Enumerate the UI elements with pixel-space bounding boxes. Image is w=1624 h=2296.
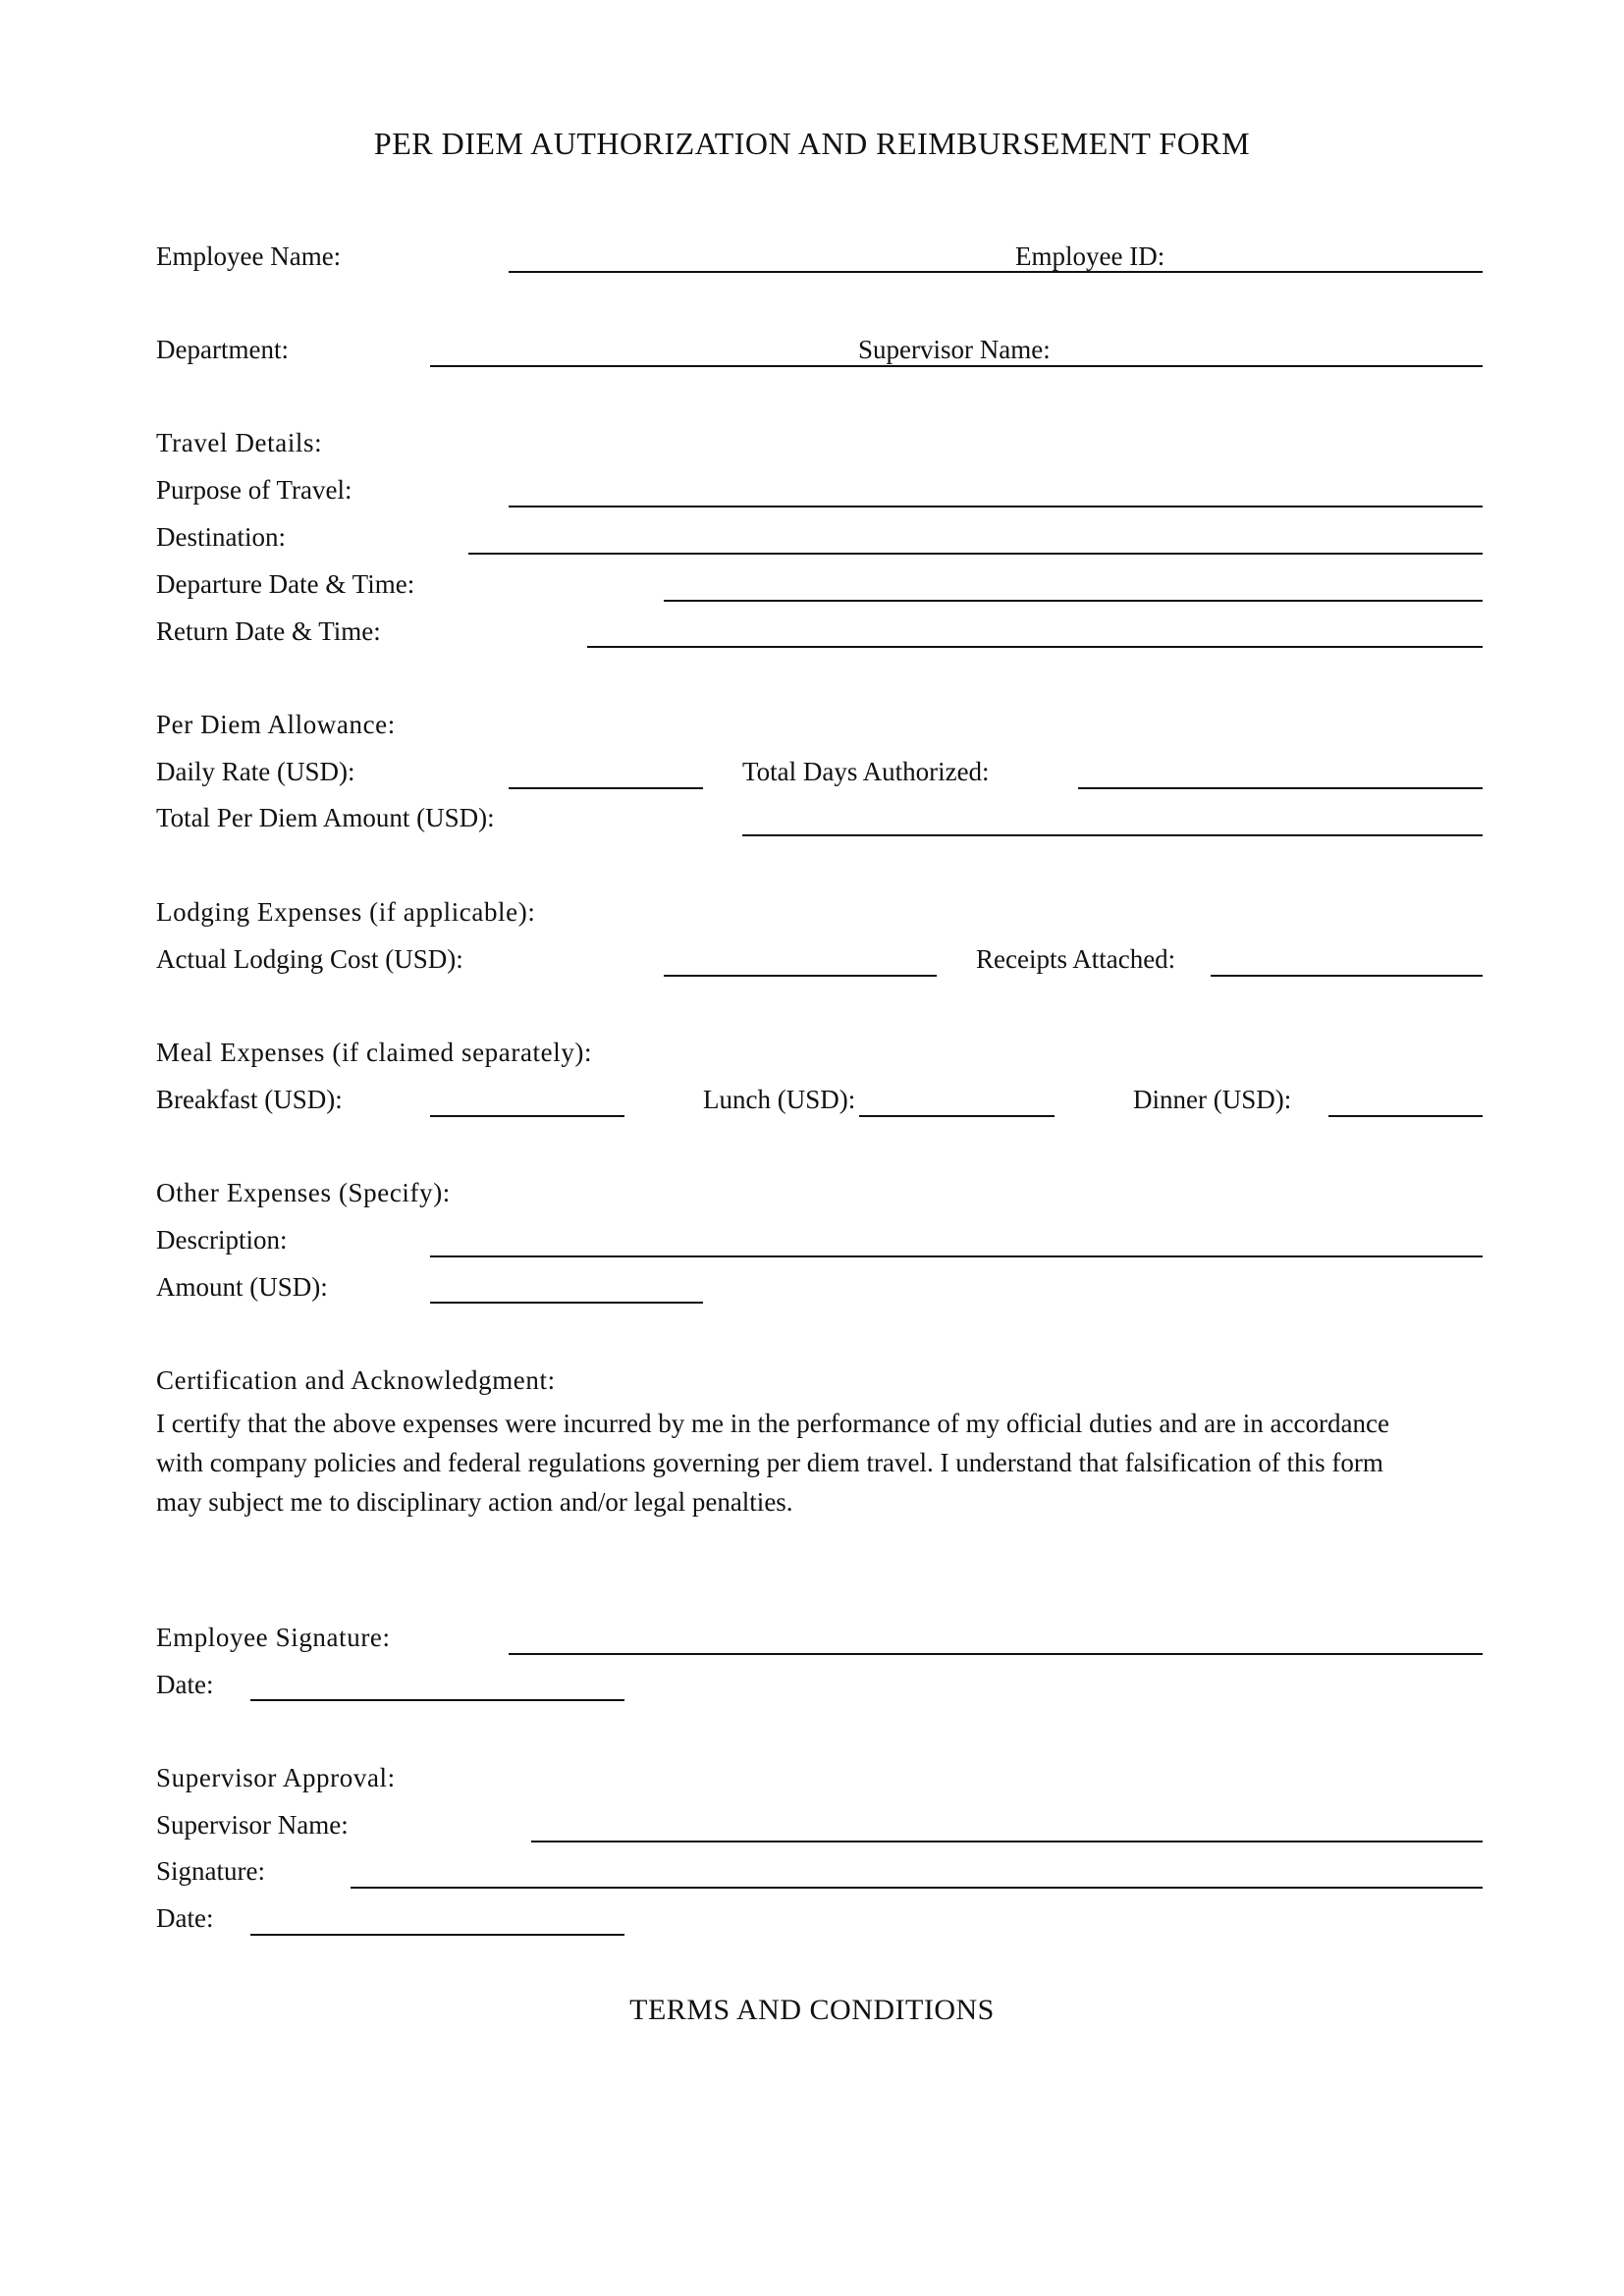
lodging-cost-field[interactable]: [664, 975, 937, 977]
return-date-label: Return Date & Time:: [156, 616, 381, 646]
per-diem-heading: Per Diem Allowance:: [156, 710, 396, 739]
approval-supervisor-name-field[interactable]: [531, 1841, 1483, 1842]
employee-signature-field[interactable]: [509, 1653, 1483, 1655]
certification-line: with company policies and federal regulations governing per diem travel. I understand that falsification of this form: [156, 1448, 1383, 1477]
department-field[interactable]: [430, 365, 1483, 367]
lodging-cost-label: Actual Lodging Cost (USD):: [156, 944, 463, 974]
total-per-diem-field[interactable]: [742, 834, 1483, 836]
dinner-field[interactable]: [1328, 1115, 1483, 1117]
total-days-label: Total Days Authorized:: [742, 757, 990, 786]
other-expenses-heading: Other Expenses (Specify):: [156, 1178, 451, 1207]
return-date-field[interactable]: [587, 646, 1483, 648]
lodging-heading: Lodging Expenses (if applicable):: [156, 897, 536, 927]
description-field[interactable]: [430, 1255, 1483, 1257]
departure-date-label: Departure Date & Time:: [156, 569, 415, 599]
receipts-attached-label: Receipts Attached:: [976, 944, 1176, 974]
employee-date-label: Date:: [156, 1670, 214, 1699]
amount-field[interactable]: [430, 1302, 703, 1304]
approval-supervisor-name-label: Supervisor Name:: [156, 1810, 349, 1840]
total-days-field[interactable]: [1078, 787, 1483, 789]
daily-rate-label: Daily Rate (USD):: [156, 757, 355, 786]
employee-name-field[interactable]: [509, 271, 1483, 273]
approval-signature-label: Signature:: [156, 1856, 265, 1886]
approval-date-field[interactable]: [250, 1934, 624, 1936]
lunch-label: Lunch (USD):: [703, 1085, 856, 1114]
dinner-label: Dinner (USD):: [1133, 1085, 1292, 1114]
certification-heading: Certification and Acknowledgment:: [156, 1365, 556, 1395]
approval-date-label: Date:: [156, 1903, 214, 1933]
certification-text: [156, 1404, 1482, 1522]
total-per-diem-label: Total Per Diem Amount (USD):: [156, 803, 495, 832]
certification-line: may subject me to disciplinary action and/or legal penalties.: [156, 1487, 793, 1517]
travel-details-heading: Travel Details:: [156, 428, 323, 457]
supervisor-approval-heading: Supervisor Approval:: [156, 1763, 396, 1792]
employee-id-label: Employee ID:: [1015, 241, 1165, 271]
description-label: Description:: [156, 1225, 288, 1255]
employee-signature-label: Employee Signature:: [156, 1623, 391, 1652]
certification-line: I certify that the above expenses were incurred by me in the performance of my official duties and are in accordance: [156, 1409, 1389, 1438]
receipts-attached-field[interactable]: [1211, 975, 1483, 977]
amount-label: Amount (USD):: [156, 1272, 328, 1302]
employee-name-label: Employee Name:: [156, 241, 342, 271]
destination-field[interactable]: [468, 553, 1483, 555]
terms-heading: TERMS AND CONDITIONS: [629, 1994, 995, 2026]
departure-date-field[interactable]: [664, 600, 1483, 602]
purpose-of-travel-label: Purpose of Travel:: [156, 475, 352, 505]
daily-rate-field[interactable]: [509, 787, 703, 789]
supervisor-name-label: Supervisor Name:: [858, 335, 1051, 364]
approval-signature-field[interactable]: [351, 1887, 1483, 1889]
purpose-of-travel-field[interactable]: [509, 506, 1483, 507]
lunch-field[interactable]: [859, 1115, 1055, 1117]
employee-date-field[interactable]: [250, 1699, 624, 1701]
department-label: Department:: [156, 335, 289, 364]
destination-label: Destination:: [156, 522, 286, 552]
meal-expenses-heading: Meal Expenses (if claimed separately):: [156, 1038, 593, 1067]
breakfast-field[interactable]: [430, 1115, 624, 1117]
form-title: PER DIEM AUTHORIZATION AND REIMBURSEMENT FORM: [373, 126, 1251, 161]
breakfast-label: Breakfast (USD):: [156, 1085, 343, 1114]
